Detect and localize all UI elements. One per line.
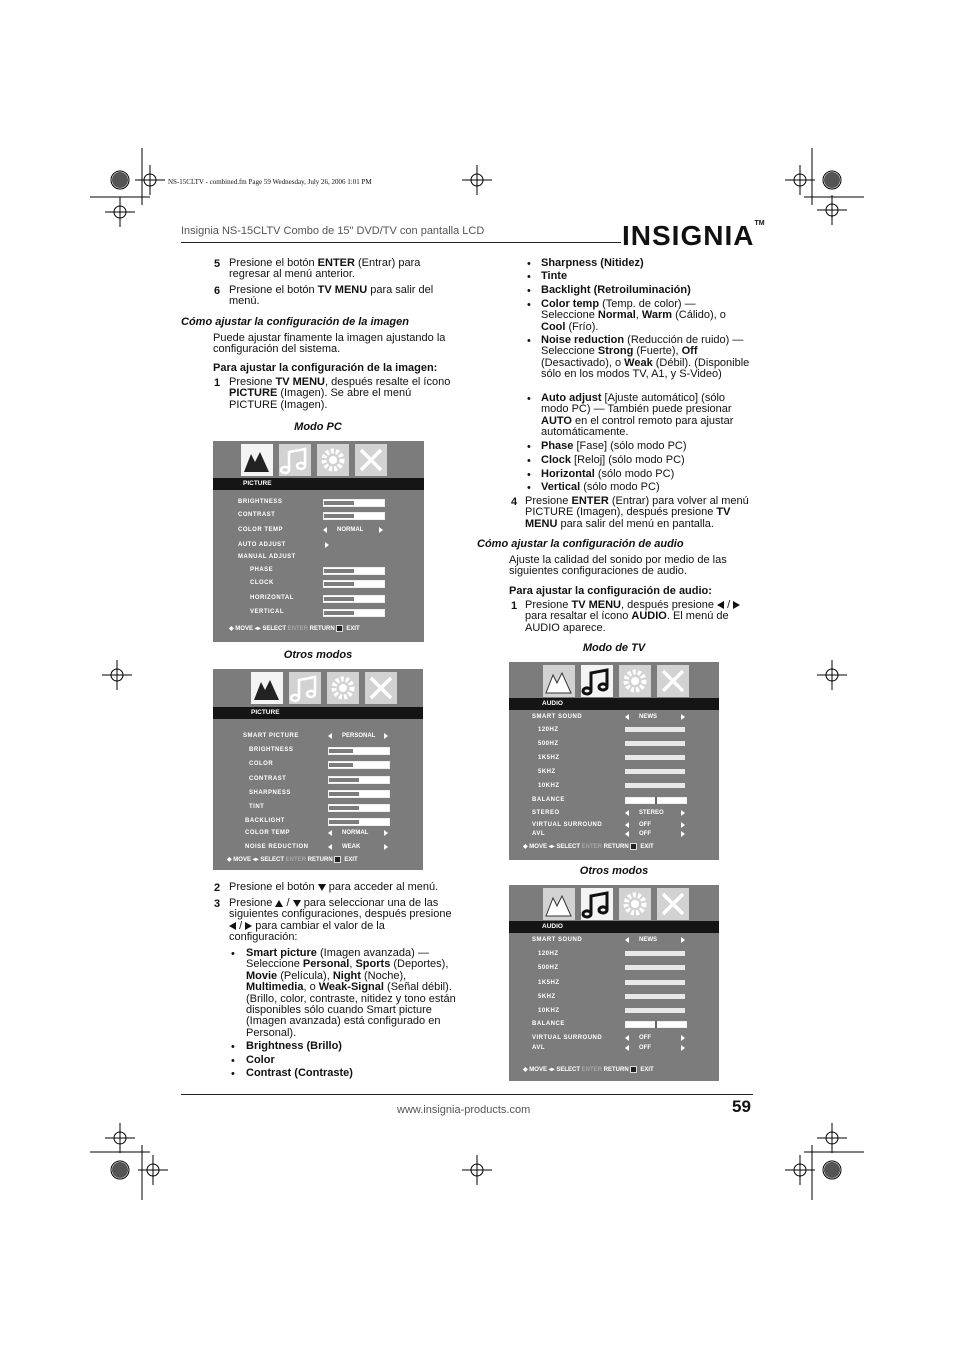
osd-row-label: HORIZONTAL xyxy=(250,595,294,601)
step-number: 3 xyxy=(214,898,221,910)
osd-row-label: SMART PICTURE xyxy=(243,733,299,739)
osd-slider xyxy=(323,567,385,575)
osd-audio-tv xyxy=(509,662,719,860)
osd-row-label: PHASE xyxy=(250,567,274,573)
caption-otros-modos-audio: Otros modos xyxy=(579,865,649,877)
osd-slider xyxy=(328,776,390,784)
move-label: MOVE xyxy=(233,857,251,864)
audio-note-icon xyxy=(581,665,613,697)
exit-label: EXIT xyxy=(346,626,360,633)
osd-slider xyxy=(323,580,385,588)
intro-audio: Ajuste la calidad del sonido por medio de las siguientes configuraciones de audio. xyxy=(509,554,727,578)
osd-footer xyxy=(523,1066,654,1073)
osd-slider xyxy=(328,790,390,798)
osd-row-label: BACKLIGHT xyxy=(245,818,285,824)
bullet-clock: Clock [Reloj] (sólo modo PC) xyxy=(541,454,685,466)
osd-row-label: CLOCK xyxy=(250,580,274,586)
osd-picture-pc xyxy=(213,441,424,642)
osd-slider-fill xyxy=(324,501,354,505)
move-icon: ◆ xyxy=(523,1067,530,1074)
osd-slider-fill xyxy=(329,763,353,767)
audio-note-icon xyxy=(289,672,321,704)
osd-row-value: NORMAL xyxy=(337,527,364,533)
osd-row-label: NOISE REDUCTION xyxy=(245,844,309,850)
osd-slider-fill xyxy=(324,611,354,615)
bullet: • xyxy=(231,1041,235,1053)
osd-row-label: VIRTUAL SURROUND xyxy=(532,1035,603,1041)
picture-icon xyxy=(241,444,273,476)
move-label: MOVE xyxy=(235,626,253,633)
exit-icon xyxy=(630,1066,637,1073)
gear-icon xyxy=(317,444,349,476)
left-arrow-icon xyxy=(328,830,332,836)
step-2-text: Presione el botón para acceder al menú. xyxy=(229,881,439,893)
page-number: 59 xyxy=(732,1097,751,1116)
osd-row-value: NEWS xyxy=(639,714,657,720)
osd-slider-fill xyxy=(329,749,353,753)
osd-row-label: 10KHZ xyxy=(538,783,560,789)
osd-row-label: MANUAL ADJUST xyxy=(238,554,296,560)
select-icon: ◂▸ xyxy=(250,857,261,864)
osd-eq-bar xyxy=(625,951,685,956)
bullet-vertical: Vertical (sólo modo PC) xyxy=(541,481,660,493)
osd-balance-marker xyxy=(655,1021,657,1028)
step-number: 1 xyxy=(214,377,221,389)
select-icon: ◂▸ xyxy=(546,844,557,851)
exit-icon xyxy=(630,843,637,850)
insignia-logo xyxy=(622,220,765,252)
osd-row-label: 1K5HZ xyxy=(538,980,560,986)
bullet-backlight: Backlight (Retroiluminación) xyxy=(541,284,691,296)
left-arrow-icon xyxy=(328,844,332,850)
bullet-contrast: Contrast (Contraste) xyxy=(246,1067,353,1079)
right-arrow-icon xyxy=(733,601,740,609)
select-label: SELECT xyxy=(260,857,284,864)
osd-icon-row xyxy=(213,669,423,707)
logo-tm: TM xyxy=(754,220,765,227)
section-heading-imagen: Cómo ajustar la configuración de la imagen xyxy=(181,316,409,328)
bullet-sharpness: Sharpness (Nitidez) xyxy=(541,257,644,269)
bullet: • xyxy=(527,299,531,311)
exit-icon xyxy=(334,856,341,863)
down-arrow-icon xyxy=(318,884,326,891)
select-icon: ◂▸ xyxy=(546,1067,557,1074)
bullet: • xyxy=(527,271,531,283)
osd-row-label: 500HZ xyxy=(538,965,559,971)
osd-audio-otros xyxy=(509,885,719,1081)
right-arrow-icon xyxy=(681,1045,685,1051)
osd-row-label: AVL xyxy=(532,1045,546,1051)
osd-balance-bar xyxy=(625,1021,687,1028)
osd-eq-bar xyxy=(625,994,685,999)
osd-slider xyxy=(328,761,390,769)
bullet-brightness: Brightness (Brillo) xyxy=(246,1040,342,1052)
bullet: • xyxy=(231,1068,235,1080)
osd-row-value: OFF xyxy=(639,1045,651,1051)
osd-slider xyxy=(328,747,390,755)
caption-otros-modos: Otros modos xyxy=(283,649,353,661)
osd-balance-marker xyxy=(655,797,657,804)
right-arrow-icon xyxy=(681,810,685,816)
osd-eq-bar xyxy=(625,1008,685,1013)
gear-icon xyxy=(327,672,359,704)
right-arrow-icon xyxy=(681,831,685,837)
osd-row-label: VIRTUAL SURROUND xyxy=(532,822,603,828)
left-arrow-icon xyxy=(717,601,724,609)
bullet-horizontal: Horizontal (sólo modo PC) xyxy=(541,468,675,480)
osd-footer xyxy=(229,625,360,632)
osd-eq-bar xyxy=(625,769,685,774)
osd-slider-fill xyxy=(329,806,359,810)
osd-row-label: BALANCE xyxy=(532,797,565,803)
bullet-auto-adjust: Auto adjust [Ajuste automático] (sólo modo PC) — También puede presionar AUTO en el control remoto para ajustar automáticamente. xyxy=(541,392,734,439)
select-icon: ◂▸ xyxy=(252,626,263,633)
down-arrow-icon xyxy=(293,900,301,907)
bullet-color: Color xyxy=(246,1054,275,1066)
right-arrow-icon xyxy=(384,830,388,836)
osd-row-label: AUTO ADJUST xyxy=(238,542,286,548)
osd-slider xyxy=(323,595,385,603)
osd-eq-bar xyxy=(625,980,685,985)
exit-label: EXIT xyxy=(640,1067,654,1074)
move-icon: ◆ xyxy=(229,626,236,633)
left-arrow-icon xyxy=(625,1045,629,1051)
osd-menu-title: PICTURE xyxy=(213,478,424,490)
select-label: SELECT xyxy=(262,626,286,633)
osd-slider-fill xyxy=(329,778,359,782)
osd-row-label: 10KHZ xyxy=(538,1008,560,1014)
osd-slider xyxy=(328,804,390,812)
step-number: 5 xyxy=(214,258,221,270)
exit-label: EXIT xyxy=(640,844,654,851)
exit-icon xyxy=(336,625,343,632)
bullet-phase: Phase [Fase] (sólo modo PC) xyxy=(541,440,687,452)
osd-row-value: PERSONAL xyxy=(342,733,376,739)
osd-row-label: 1K5HZ xyxy=(538,755,560,761)
osd-slider-fill xyxy=(324,582,354,586)
footer-url: www.insignia-products.com xyxy=(397,1104,531,1116)
osd-row-label: 5KHZ xyxy=(538,769,556,775)
move-icon: ◆ xyxy=(523,844,530,851)
left-arrow-icon xyxy=(625,831,629,837)
bullet: • xyxy=(527,455,531,467)
step-number: 1 xyxy=(511,600,518,612)
exit-label: EXIT xyxy=(344,857,358,864)
right-arrow-icon xyxy=(681,822,685,828)
left-arrow-icon xyxy=(625,1035,629,1041)
tools-icon xyxy=(657,665,689,697)
move-label: MOVE xyxy=(529,844,547,851)
osd-slider xyxy=(323,512,385,520)
right-arrow-icon xyxy=(681,714,685,720)
tools-icon xyxy=(365,672,397,704)
osd-slider-fill xyxy=(324,597,354,601)
osd-slider xyxy=(323,499,385,507)
bullet: • xyxy=(527,469,531,481)
osd-slider-fill xyxy=(324,569,354,573)
osd-row-label: VERTICAL xyxy=(250,609,284,615)
intro-imagen: Puede ajustar finamente la imagen ajustando la configuración del sistema. xyxy=(213,332,446,356)
tools-icon xyxy=(657,888,689,920)
osd-icon-row xyxy=(509,662,719,700)
osd-eq-bar xyxy=(625,783,685,788)
osd-menu-title: PICTURE xyxy=(213,707,423,719)
left-arrow-icon xyxy=(625,937,629,943)
right-arrow-icon xyxy=(245,922,252,930)
osd-row-label: 120HZ xyxy=(538,727,559,733)
bullet: • xyxy=(231,1055,235,1067)
osd-row-label: BRIGHTNESS xyxy=(238,499,283,505)
osd-slider-fill xyxy=(324,514,354,518)
enter-label: ENTER xyxy=(581,1067,602,1074)
move-label: MOVE xyxy=(529,1067,547,1074)
tools-icon xyxy=(355,444,387,476)
picture-icon xyxy=(543,888,575,920)
osd-row-label: SMART SOUND xyxy=(532,937,583,943)
osd-row-label: CONTRAST xyxy=(249,776,287,782)
osd-eq-bar xyxy=(625,727,685,732)
header-title: Insignia NS-15CLTV Combo de 15" DVD/TV con pantalla LCD xyxy=(181,225,485,237)
osd-row-value: STEREO xyxy=(639,810,664,816)
osd-row-label: BRIGHTNESS xyxy=(249,747,294,753)
step-number: 2 xyxy=(214,882,221,894)
osd-eq-bar xyxy=(625,965,685,970)
bullet: • xyxy=(527,482,531,494)
step-1-audio-text: Presione TV MENU, después presione / para resaltar el ícono AUDIO. El menú de AUDIO aparece. xyxy=(525,600,753,634)
osd-eq-bar xyxy=(625,741,685,746)
step-5-text: Presione el botón ENTER (Entrar) para regresar al menú anterior. xyxy=(229,257,421,281)
bullet: • xyxy=(527,335,531,347)
bullet-tinte: Tinte xyxy=(541,270,568,282)
bullet: • xyxy=(527,393,531,405)
audio-note-icon xyxy=(279,444,311,476)
gear-icon xyxy=(619,665,651,697)
osd-row-label: 120HZ xyxy=(538,951,559,957)
enter-label: ENTER xyxy=(287,626,308,633)
osd-picture-otros xyxy=(213,669,423,870)
osd-row-label: COLOR TEMP xyxy=(238,527,283,533)
select-label: SELECT xyxy=(556,1067,580,1074)
step-number: 6 xyxy=(214,285,221,297)
left-arrow-icon xyxy=(625,810,629,816)
bullet: • xyxy=(527,258,531,270)
right-arrow-icon xyxy=(681,937,685,943)
bullet: • xyxy=(527,441,531,453)
bullet-smart-picture: Smart picture (Imagen avanzada) — Seleccione Personal, Sports (Deportes), Movie (Película), Night (Noche), Multimedia, o Weak-Signal (Señal débil). (Brillo, color, contraste, nitidez y tono están disponibles sólo cuando Smart picture (Imagen avanzada) está configurado en Personal). xyxy=(246,947,456,1039)
left-arrow-icon xyxy=(328,733,332,739)
osd-slider xyxy=(323,609,385,617)
osd-menu-title: AUDIO xyxy=(509,921,719,933)
procedure-heading-audio: Para ajustar la configuración de audio: xyxy=(509,585,712,597)
osd-row-value: OFF xyxy=(639,822,651,828)
osd-menu-title: AUDIO xyxy=(509,698,719,710)
right-arrow-icon xyxy=(325,542,329,548)
osd-row-label: 5KHZ xyxy=(538,994,556,1000)
osd-footer xyxy=(523,843,654,850)
up-arrow-icon xyxy=(275,900,283,907)
osd-row-value: OFF xyxy=(639,831,651,837)
left-arrow-icon xyxy=(625,714,629,720)
right-arrow-icon xyxy=(384,733,388,739)
gear-icon xyxy=(619,888,651,920)
caption-modo-pc: Modo PC xyxy=(294,421,342,433)
enter-label: ENTER xyxy=(285,857,306,864)
caption-modo-tv: Modo de TV xyxy=(582,642,646,654)
osd-row-label: COLOR xyxy=(249,761,274,767)
move-icon: ◆ xyxy=(227,857,234,864)
return-label: RETURN xyxy=(603,844,629,851)
right-arrow-icon xyxy=(681,1035,685,1041)
osd-row-label: SHARPNESS xyxy=(249,790,291,796)
footer-rule xyxy=(181,1094,753,1095)
osd-row-value: WEAK xyxy=(342,844,361,850)
osd-row-value: OFF xyxy=(639,1035,651,1041)
return-label: RETURN xyxy=(603,1067,629,1074)
step-4-text: Presione ENTER (Entrar) para volver al menú PICTURE (Imagen), después presione TV MENU para salir del menú en pantalla. xyxy=(525,495,749,530)
return-label: RETURN xyxy=(307,857,333,864)
osd-row-value: NEWS xyxy=(639,937,657,943)
right-arrow-icon xyxy=(379,527,383,533)
bullet-color-temp: Color temp (Temp. de color) — Seleccione Normal, Warm (Cálido), o Cool (Frío). xyxy=(541,298,726,333)
select-label: SELECT xyxy=(556,844,580,851)
osd-slider-fill xyxy=(329,792,359,796)
step-3-text: Presione / para seleccionar una de las siguientes configuraciones, después presione / para cambiar el valor de la configuración: xyxy=(229,897,452,944)
osd-row-label: STEREO xyxy=(532,810,560,816)
osd-eq-bar xyxy=(625,755,685,760)
audio-note-icon xyxy=(581,888,613,920)
right-arrow-icon xyxy=(384,844,388,850)
osd-row-label: BALANCE xyxy=(532,1021,565,1027)
left-arrow-icon xyxy=(323,527,327,533)
return-label: RETURN xyxy=(309,626,335,633)
osd-icon-row xyxy=(213,441,424,479)
section-heading-audio: Cómo ajustar la configuración de audio xyxy=(477,538,684,550)
bullet: • xyxy=(231,948,235,960)
logo-text: INSIGNIA xyxy=(622,220,755,251)
osd-slider xyxy=(328,818,390,826)
osd-row-label: CONTRAST xyxy=(238,512,276,518)
step-6-text: Presione el botón TV MENU para salir del menú. xyxy=(229,284,434,308)
osd-row-value: NORMAL xyxy=(342,830,369,836)
step-number: 4 xyxy=(511,496,518,508)
osd-row-label: SMART SOUND xyxy=(532,714,583,720)
left-arrow-icon xyxy=(229,922,236,930)
osd-icon-row xyxy=(509,885,719,923)
osd-slider-fill xyxy=(329,820,359,824)
osd-row-label: COLOR TEMP xyxy=(245,830,290,836)
osd-row-label: AVL xyxy=(532,831,546,837)
osd-row-label: 500HZ xyxy=(538,741,559,747)
bullet-noise-reduction: Noise reduction (Reducción de ruido) — Seleccione Strong (Fuerte), Off (Desactivado), o Weak (Débil). (Disponible sólo en los modos TV, A1, y S-Video) xyxy=(541,334,750,381)
osd-balance-bar xyxy=(625,797,687,804)
left-arrow-icon xyxy=(625,822,629,828)
osd-footer xyxy=(227,856,358,863)
picture-icon xyxy=(543,665,575,697)
step-1-text: Presione TV MENU, después resalte el ícono PICTURE (Imagen). Se abre el menú PICTURE (Imagen). xyxy=(229,376,451,411)
header-rule xyxy=(181,242,621,243)
bullet: • xyxy=(527,285,531,297)
procedure-heading-imagen: Para ajustar la configuración de la imagen: xyxy=(213,362,438,374)
print-info: NS-15CLTV - combined.fm Page 59 Wednesday, July 26, 2006 1:01 PM xyxy=(168,178,372,186)
enter-label: ENTER xyxy=(581,844,602,851)
osd-row-label: TINT xyxy=(249,804,265,810)
picture-icon xyxy=(251,672,283,704)
